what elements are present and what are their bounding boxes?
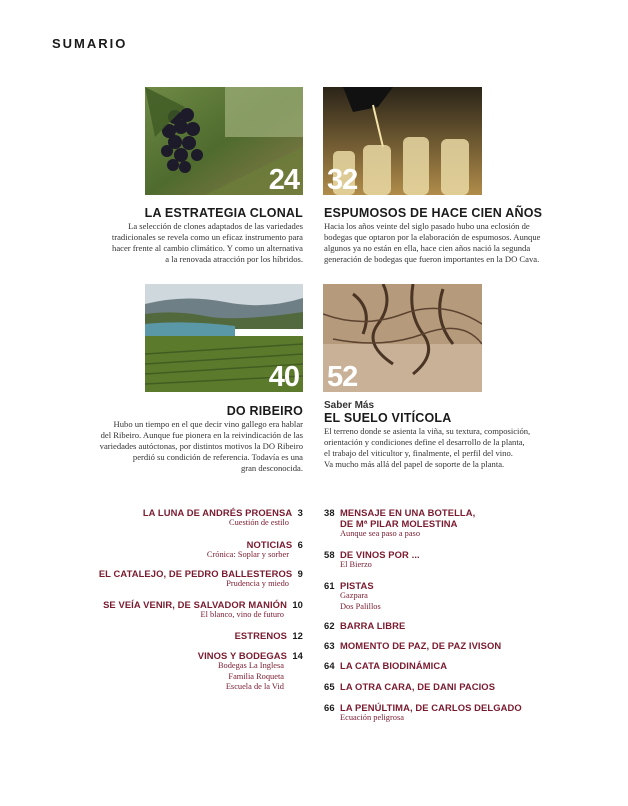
feature-body: La selección de clones adaptados de las variedades tradicionales se revela como un eficaz instrumento para hacer frente al cambio climático. Y como un alternativa a la renovada atracción por los híbridos. (111, 221, 303, 264)
toc-entry[interactable]: 63 MOMENTO DE PAZ, DE PAZ IVISON (324, 640, 502, 651)
page-number: 58 (324, 549, 335, 560)
page-number: 66 (324, 702, 335, 713)
toc-entry[interactable]: EL CATALEJO, DE PEDRO BALLESTEROS 9 Prudencia y miedo (98, 568, 303, 588)
toc-entry[interactable]: 64 LA CATA BIODINÁMICA (324, 660, 448, 671)
feature-number: 24 (268, 164, 299, 195)
page-number: 38 (324, 507, 335, 518)
toc-entry[interactable]: 58 DE VINOS POR ... El Bierzo (324, 549, 420, 569)
toc-entry[interactable]: SE VEÍA VENIR, DE SALVADOR MANIÓN 10 El blanco, vino de futuro (103, 599, 303, 619)
photo-grapes (145, 87, 303, 195)
page-number: 62 (324, 620, 335, 631)
toc-entry[interactable]: 66 LA PENÚLTIMA, DE CARLOS DELGADO Ecuación peligrosa (324, 702, 522, 722)
feature-number: 32 (327, 164, 358, 195)
page-number: 3 (297, 507, 303, 518)
toc-entry[interactable]: 61 PISTAS Gazpara Dos Palillos (324, 580, 381, 611)
page-number: 12 (292, 630, 303, 641)
toc-entry[interactable]: 62 BARRA LIBRE (324, 620, 406, 631)
feature-headline: ESPUMOSOS DE HACE CIEN AÑOS (324, 206, 543, 220)
toc-entry[interactable]: 65 LA OTRA CARA, DE DANI PACIOS (324, 681, 496, 692)
page-number: 61 (324, 580, 335, 591)
photo-champagne (323, 87, 482, 195)
page-number: 63 (324, 640, 335, 651)
photo-ribeiro (145, 284, 303, 392)
feature-headline: EL SUELO VITÍCOLA (324, 411, 452, 425)
feature-number: 40 (268, 361, 299, 392)
feature-number: 52 (327, 361, 358, 392)
page-number: 6 (297, 539, 303, 550)
toc-entry[interactable]: 38 MENSAJE EN UNA BOTELLA, DE Mª PILAR MOLESTINA Aunque sea paso a paso (324, 507, 476, 538)
feature-body: El terreno donde se asienta la viña, su textura, composición, orientación y condiciones define el desarrollo de la planta, el trabajo del viticultor y, finalmente, el perfil del vino. Va mucho más allá del papel de soporte de la planta. (324, 426, 531, 469)
toc-entry[interactable]: VINOS Y BODEGAS 14 Bodegas La Inglesa Familia Roqueta Escuela de la Vid (197, 650, 303, 691)
feature-headline: DO RIBEIRO (226, 404, 303, 418)
feature-kicker: Saber Más (324, 400, 375, 411)
page-number: 65 (324, 681, 335, 692)
photo-soil (323, 284, 482, 392)
page-number: 14 (292, 650, 303, 661)
feature-body: Hubo un tiempo en el que decir vino gallego era hablar del Ribeiro. Aunque fue pionera en la reivindicación de las variedades autóctonas, por distintos motivos la DO Ribeiro perdió su condición de referencia. Todavía es una gran desconocida. (99, 419, 303, 473)
feature-headline: LA ESTRATEGIA CLONAL (144, 206, 303, 220)
feature-body: Hacia los años veinte del siglo pasado hubo una eclosión de bodegas que optaron por la elaboración de espumosos. Aunque algunos ya no están en ella, hace cien años nació la segunda generación de bodegas que fueron importantes en la DO Cava. (324, 221, 541, 264)
toc-entry[interactable]: NOTICIAS 6 Crónica: Soplar y sorber (206, 539, 303, 559)
page-number: 10 (292, 599, 303, 610)
page-number: 64 (324, 660, 335, 671)
page-number: 9 (297, 568, 303, 579)
page-title: SUMARIO (52, 36, 128, 51)
toc-entry[interactable]: LA LUNA DE ANDRÉS PROENSA 3 Cuestión de estilo (142, 507, 303, 527)
toc-entry[interactable]: ESTRENOS 12 (234, 630, 303, 641)
